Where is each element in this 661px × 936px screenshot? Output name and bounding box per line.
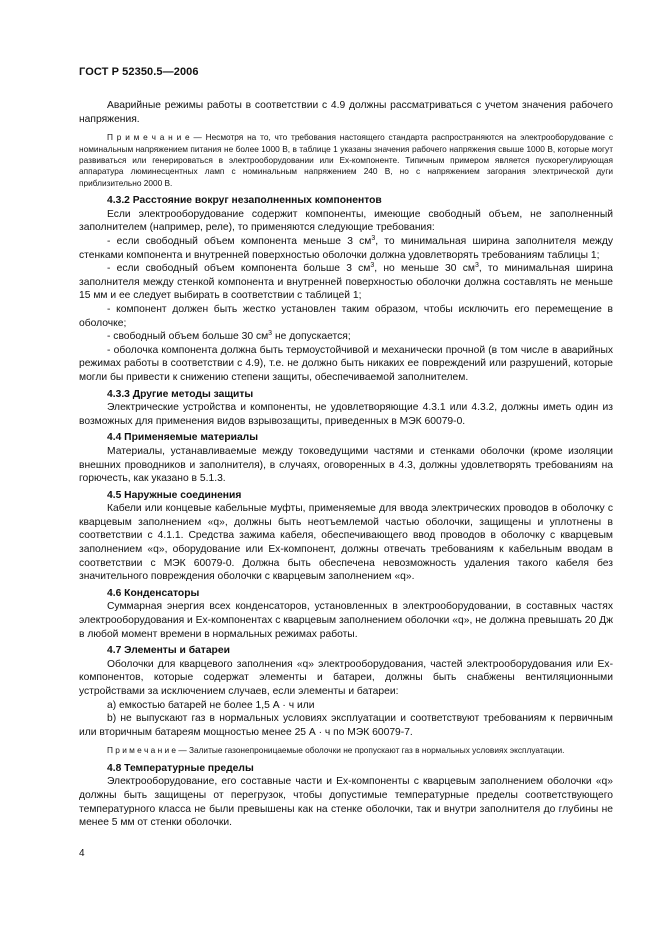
list-item: - если свободный объем компонента меньше 3 $см^3$, то минимальная ширина заполнителя между стенками компонента и внутренней поверхностью оболочки должна удовлетворять требованиям таблицы 1; — [79, 235, 613, 261]
paragraph: Оболочки для кварцевого заполнения «q» электрооборудования, частей электрооборудования или Ex-компонентов, которые содержат элементы и батареи, должны быть снабжены вентиляционными устройствами за исключением случаев, если элементы и батареи: — [79, 658, 613, 697]
paragraph: Материалы, устанавливаемые между токоведущими частями и стенками оболочки (кроме изоляции внешних проводников и заполнителя), в случаях, оговоренных в 4.3, должны удовлетворять требованиям на горючесть, как указано в 5.1.3. — [79, 445, 613, 485]
note-1 — [79, 132, 613, 189]
list-item: - если свободный объем компонента больше 3 $см^3$, но меньше 30 $см^3$, то минимальная ширина заполнителя между стенкой компонента и внутренней поверхностью оболочки должна составлять не меньше 15 мм и ее следует выбирать в соответствии с таблицей 1; — [79, 262, 613, 302]
list-item: - компонент должен быть жестко установлен таким образом, чтобы исключить его перемещение в оболочке; — [79, 303, 613, 329]
list-item: - оболочка компонента должна быть термоустойчивой и механически прочной (в том числе в аварийных режимах работы в соответствии с 4.9), т.е. не должно быть никаких ее повреждений или разрушений, которые могли бы привести к снижению степени защиты, обеспечиваемой заполнителем. — [79, 344, 613, 383]
list-item-b: b) не выпускают газ в нормальных условиях эксплуатации и соответствуют требованиям к первичным или вторичным батареям мощностью менее 25 А · ч по МЭК 60079-7. — [79, 713, 613, 738]
note-text: — Залитые газонепроницаемые оболочки не пропускают газ в нормальных условиях эксплуатации. — [178, 745, 565, 756]
heading-4-6: 4.6 Конденсаторы — [107, 587, 200, 599]
heading-4-8: 4.8 Температурные пределы — [107, 762, 254, 774]
intro-paragraph: Аварийные режимы работы в соответствии с 4.9 должны рассматриваться с учетом значения рабочего напряжения. — [79, 100, 613, 125]
paragraph: Кабели или концевые кабельные муфты, применяемые для ввода электрических проводов в оболочку с кварцевым заполнением «q», должны быть неотъемлемой частью оболочки, защищены и уплотнены в соответствии с 4.1.1. Средства зажима кабеля, обеспечивающего ввод проводов в оболочку с кварцевым заполнением «q», оборудование или Ex-компонент, должны отвечать требованиям к кабельным вводам в соответствии с МЭК 60079-0. Должна быть обеспечена невозможность удаления такого кабеля без значительного повреждения оболочки с кварцевым заполнением «q». — [79, 503, 613, 583]
page-number: 4 — [79, 848, 85, 859]
heading-4-3-3: 4.3.3 Другие методы защиты — [107, 388, 254, 400]
heading-4-4: 4.4 Применяемые материалы — [107, 432, 259, 444]
list-item: - свободный объем больше 30 $см^3$ не допускается; — [107, 330, 351, 343]
note-label: П р и м е ч а н и е — [107, 745, 177, 756]
heading-4-5: 4.5 Наружные соединения — [107, 489, 242, 501]
note-label: П р и м е ч а н и е — [107, 132, 190, 143]
list-item-a: а) емкостью батарей не более 1,5 А · ч или — [107, 699, 315, 711]
note-text: — Несмотря на то, что требования настоящего стандарта распространяются на электрооборудование с номинальным напряжением питания не более 1000 В, в таблице 1 указаны значения рабочего напряжения свыше 1000 В, которые могут развиваться или генерироваться в электрооборудовании или Ex-компоненте. Типичным примером является пускорегулирующая аппаратура люминесцентных ламп с номинальным напряжением 240 В, но с напряжением загорания электрической дуги приблизительно 2000 В. — [79, 132, 614, 188]
paragraph: Если электрооборудование содержит компоненты, имеющие свободный объем, не заполненный заполнителем (например, реле), то применяются следующие требования: — [79, 208, 613, 234]
heading-4-3-2: 4.3.2 Расстояние вокруг незаполненных компонентов — [107, 195, 382, 207]
paragraph: Электрические устройства и компоненты, не удовлетворяющие 4.3.1 или 4.3.2, должны иметь один из возможных для применения видов взрывозащиты, приведенных в МЭК 60079-0. — [79, 402, 613, 427]
document-body — [79, 99, 613, 830]
paragraph: Электрооборудование, его составные части и Ex-компоненты с кварцевым заполнением оболочки «q» должны быть защищены от перегрузок, чтобы допустимые температурные пределы соответствующего температурного класса не были превышены как на стенке оболочки, так и внутри заполнителя до глубины не менее 5 мм от стенки оболочки. — [79, 776, 613, 829]
paragraph: Суммарная энергия всех конденсаторов, установленных в электрооборудовании, в составных частях электрооборудования и Ex-компонентах с кварцевым заполнением оболочки «q», не должна превышать 20 Дж в любой момент времени в нормальных режимах работы. — [79, 601, 613, 640]
heading-4-7: 4.7 Элементы и батареи — [107, 645, 230, 657]
document-header: ГОСТ Р 52350.5—2006 — [79, 66, 199, 78]
note-2 — [79, 745, 613, 756]
